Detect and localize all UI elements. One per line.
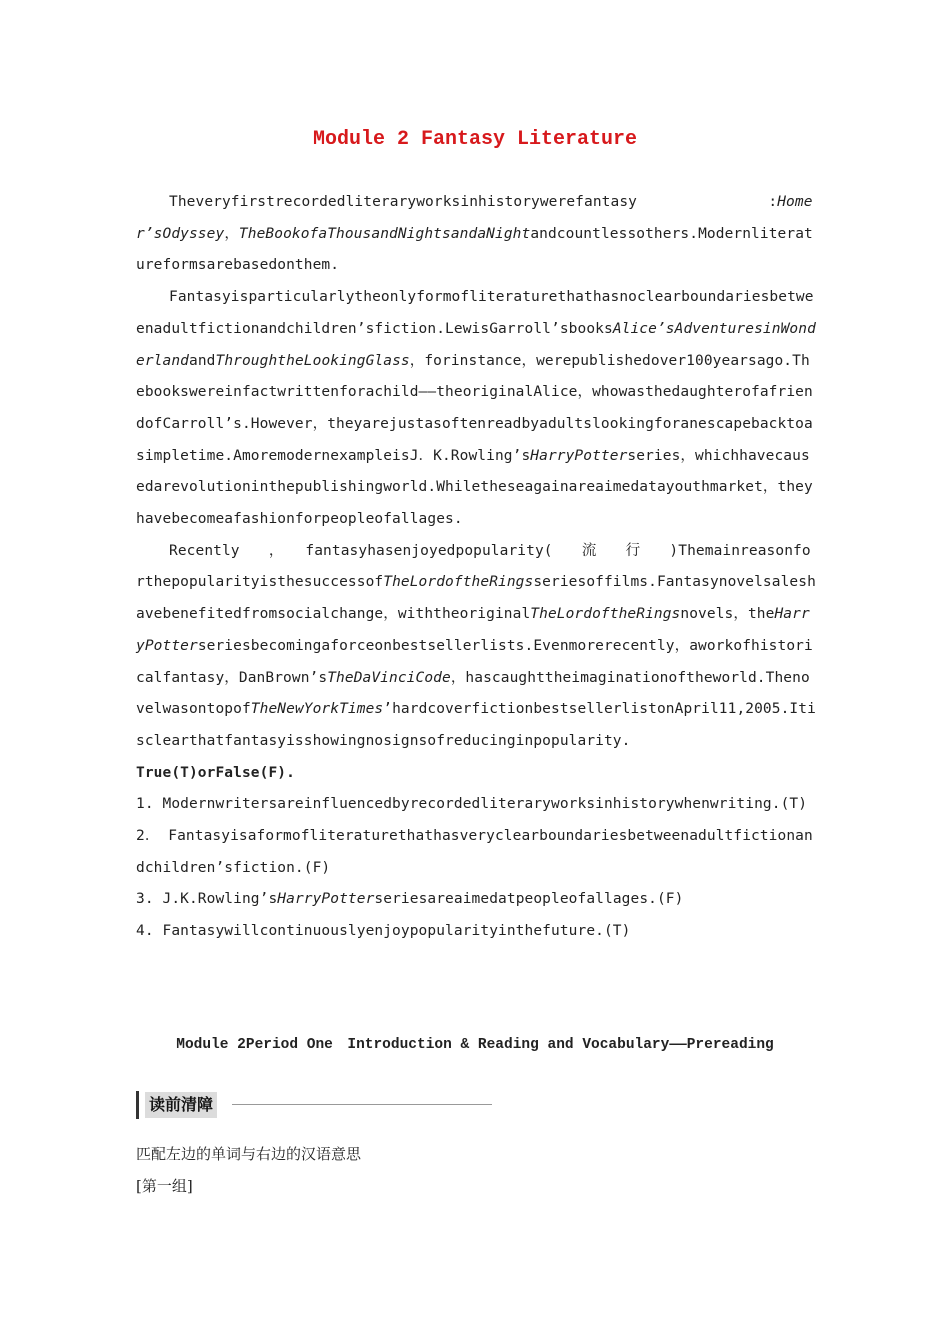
instruction-text: 匹配左边的单词与右边的汉语意思 — [136, 1145, 362, 1163]
p1-text-1: Theveryfirstrecordedliteraryworksinhistorywerefantasy — [169, 194, 637, 210]
p3-italic-1: TheLordoftheRings — [383, 574, 534, 591]
p2-text-3: ，forinstance，werepublishedover100yearsago.Thebookswereinfactwrittenforachild——theoriginalAlice，whowasthedaughterofafriendofCarroll’s.However，theyarejustasoftenreadbyadultslookingforanescapebacktoasimpletime.AmoremodernexampleisJ．K.Rowling’s — [136, 352, 813, 464]
p1-text-3: andcountlessothers.Modernliteratureformsarebasedonthem. — [136, 225, 813, 274]
q3-text-2: seriesareaimedatpeopleofallages.(F) — [374, 891, 684, 908]
section-bar-label: 读前清障 — [145, 1092, 217, 1118]
bar-marker — [136, 1091, 139, 1119]
p2-italic-2: ThroughtheLookingGlass — [215, 352, 410, 369]
p3-italic-2: TheLordoftheRings — [530, 606, 681, 623]
p3-text-3: novels，the — [680, 606, 775, 623]
p3-italic-5: TheNewYorkTimes — [250, 701, 384, 718]
true-false-heading: True(T)orFalse(F). — [136, 764, 295, 781]
passage — [136, 187, 816, 948]
p3-text-5: ，hascaughttheimaginationoftheworld.Thenovelwasontopof — [136, 669, 810, 718]
p1-italic-1: Homer’sOdyssey — [136, 194, 813, 242]
p3-italic-3: HarryPotter — [136, 606, 810, 654]
p2-italic-3: HarryPotter — [530, 447, 628, 464]
p3-text-4: seriesbecomingaforceonbestsellerlists.Evenmorerecently，aworkofhistoricalfantasy，DanBrown’s — [136, 637, 813, 686]
p3-text-2: seriesoffilms.Fantasynovelsaleshavebenefitedfromsocialchange，withtheoriginal — [136, 574, 816, 623]
question-3 — [136, 884, 816, 916]
section-heading: Module 2Period One Introduction & Reading and Vocabulary——Prereading — [176, 1037, 774, 1053]
p3-italic-4: TheDaVinciCode — [327, 669, 451, 686]
p3-text-6: ’hardcoverfictionbestsellerlistonApril11,2005.Itisclearthatfantasyisshowingnosignsofreducinginpopularity. — [136, 701, 816, 749]
p2-text-4: series，whichhavecausedarevolutioninthepublishingworld.Whiletheseagainareaimedatayouthmarket，theyhavebecomeafashionforpeopleofallages. — [136, 447, 813, 528]
question-1: 1. Modernwritersareinfluencedbyrecordedliteraryworksinhistorywhenwriting.(T) — [136, 796, 808, 813]
p3-text-1: Recently ， fantasyhasenjoyedpopularity( 流 行 )Themainreasonforthepopularityisthesuccessof — [136, 542, 811, 591]
paragraph-3 — [136, 536, 816, 758]
p2-text-1: Fantasyisparticularlytheonlyformofliteraturethathasnoclearboundariesbetweenadultfictionandchildren’sfiction.LewisGarroll’sbooks — [136, 289, 814, 337]
section-bar — [136, 1091, 496, 1119]
paragraph-1 — [136, 187, 816, 282]
divider-line — [232, 1104, 492, 1105]
page-title: Module 2 Fantasy Literature — [312, 128, 638, 151]
q3-italic: HarryPotter — [277, 891, 375, 908]
question-4: 4. Fantasywillcontinuouslyenjoypopularityinthefuture.(T) — [136, 923, 631, 940]
paragraph-2 — [136, 282, 816, 536]
p1-colon: : — [636, 194, 778, 210]
group-label: [第一组] — [136, 1177, 193, 1195]
p2-text-2: and — [188, 352, 216, 369]
question-2: 2． Fantasyisaformofliteraturethathasveryclearboundariesbetweenadultfictionandchildren’sfiction.(F) — [136, 828, 813, 876]
p1-text-2: ， — [224, 225, 239, 242]
p1-italic-2: TheBookofaThousandNightsandaNight — [238, 225, 531, 242]
p2-italic-1: Alice’sAdventuresinWonderland — [136, 320, 816, 369]
q3-text-1: 3. J.K.Rowling’s — [136, 891, 278, 908]
